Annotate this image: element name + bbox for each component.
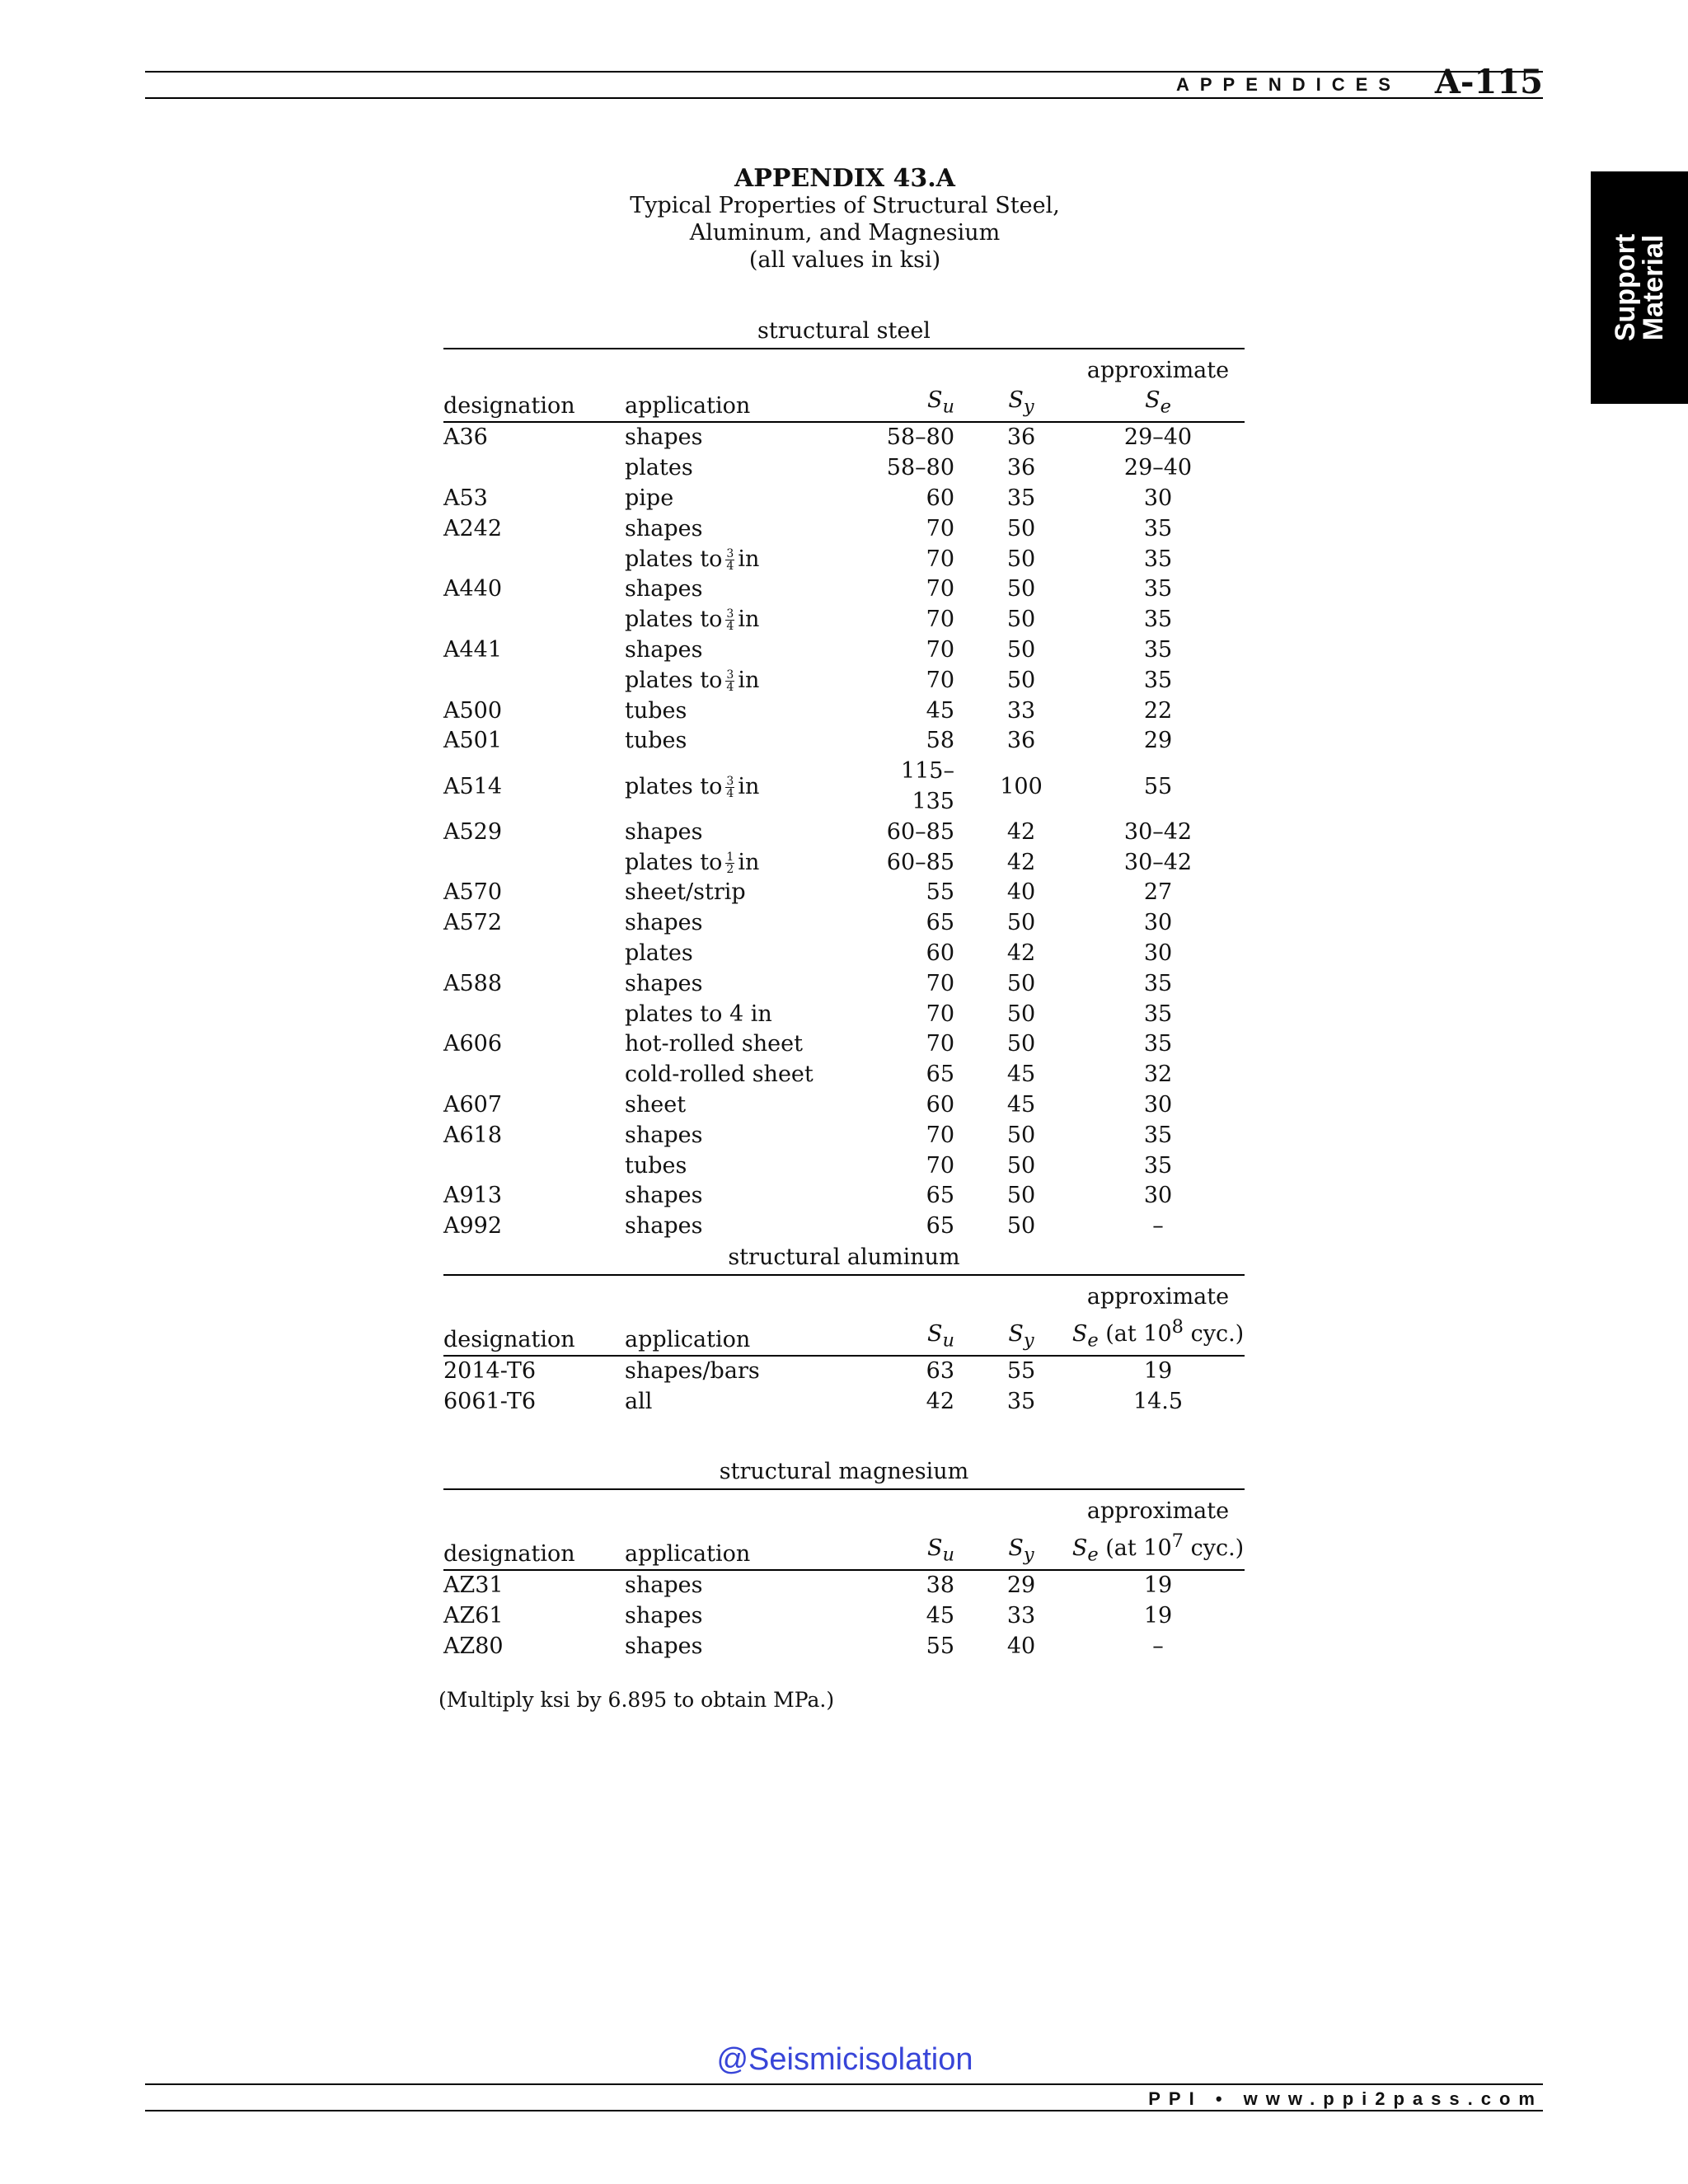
table-row [443,1601,1245,1632]
cell-se: 19 [1071,1356,1245,1387]
table-row [443,1181,1245,1212]
cell-application: hot-rolled sheet [625,1031,803,1057]
cell-application: shapes [625,1213,703,1240]
cell-se: – [1152,1633,1164,1659]
cell-application: pipe [625,485,674,511]
table-row [443,453,1245,484]
cell-su: 70 [926,970,954,996]
cell-designation: A441 [443,636,503,663]
cell-designation: A36 [443,422,625,453]
col-sy: $S_y$ [1008,1535,1034,1566]
table-row [443,422,1245,453]
aluminum-table-body [443,1356,1245,1418]
cell-sy: 33 [1006,697,1036,724]
conversion-note: (Multiply ksi by 6.895 to obtain MPa.) [438,1688,835,1712]
cell-sy: 45 [1006,1062,1036,1088]
table-row [443,1029,1245,1060]
cell-su: 38 [872,1570,971,1601]
cell-application: shapes [625,1603,703,1629]
cell-sy: 100 [1000,773,1043,799]
cell-designation [443,1151,625,1182]
cell-application [625,666,872,696]
cell-se: 35 [1143,1031,1173,1057]
cell-application: all [625,1389,653,1415]
cell-se: 19 [1143,1603,1173,1629]
cell-designation [443,666,625,696]
cell-su: 70 [926,1152,954,1179]
cell-designation: A618 [443,1122,503,1148]
cell-sy: 36 [1006,455,1036,481]
cell-designation: A588 [443,970,503,996]
cell-sy: 35 [1006,485,1036,511]
cell-application: shapes [625,576,703,602]
table-row [443,696,1245,727]
table-row [443,514,1245,545]
footer-bottom-rule [145,2110,1543,2111]
cell-su: 70 [926,636,954,663]
cell-application: shapes [625,636,703,663]
cell-se: 35 [1143,970,1173,996]
fraction: $\frac{3}{4}$ [726,668,734,694]
cell-designation: A440 [443,576,503,602]
cell-su: 65 [926,910,954,936]
application-text: plates to [625,607,723,633]
cell-se: 27 [1143,879,1173,906]
table-row [443,1212,1245,1242]
header-bottom-rule [145,97,1543,99]
cell-se: 29–40 [1071,422,1245,453]
cell-sy: 50 [1006,1122,1036,1148]
title-line-2: Aluminum, and Magnesium [689,220,1001,246]
cell-designation [443,1060,625,1090]
cell-se: 30–42 [1123,818,1193,845]
cell-designation [443,453,625,484]
title-line-1: Typical Properties of Structural Steel, [630,193,1060,218]
footer-top-rule [145,2083,1543,2085]
cell-sy: 50 [1006,1213,1036,1240]
cell-designation: A501 [443,728,503,754]
cell-su: 60–85 [886,818,954,845]
table-row [443,605,1245,635]
cell-su: 55 [926,879,954,906]
steel-caption: structural steel [757,318,931,344]
col-su: $S_u$ [927,387,954,418]
cell-designation [443,1000,625,1030]
col-se: approximate $S_e$ (at $10^7$ cyc.) [1071,1498,1245,1566]
cell-sy: 50 [1006,970,1036,996]
aluminum-caption: structural aluminum [728,1244,960,1270]
cell-sy: 55 [971,1356,1071,1387]
unit-text: in [738,546,760,572]
application-text: plates to [625,849,723,875]
appendix-title-block [429,165,1261,274]
table-row [443,818,1245,848]
table-row [443,666,1245,696]
unit-text: in [738,773,760,799]
cell-sy: 40 [1006,1633,1036,1659]
cell-sy: 29 [971,1570,1071,1601]
cell-se: 35 [1143,1122,1173,1148]
cell-su: 55 [926,1633,954,1659]
table-row [443,1570,1245,1601]
footer-website: PPI • www.ppi2pass.com [1148,2088,1543,2109]
col-application: application [625,393,751,419]
cell-se: 35 [1143,607,1173,633]
cell-su: 65 [926,1183,954,1209]
cell-su: 115–135 [900,758,954,814]
table-row [443,1356,1245,1387]
cell-se: 35 [1143,1001,1173,1027]
cell-application [625,605,872,635]
cell-su: 70 [926,667,954,693]
cell-designation: A992 [443,1213,503,1240]
cell-su: 58–80 [872,422,971,453]
cell-sy: 50 [1006,1183,1036,1209]
cell-sy: 50 [1006,910,1036,936]
cell-su: 58–80 [886,455,954,481]
cell-designation: A913 [443,1183,503,1209]
cell-designation [443,605,625,635]
cell-designation: A514 [443,773,503,799]
cell-se: 30 [1143,910,1173,936]
steel-table-body [443,422,1245,1242]
col-designation: designation [443,1541,575,1568]
cell-application: shapes [625,910,703,936]
steel-table-section [443,315,1245,1242]
cell-sy: 50 [1006,1152,1036,1179]
cell-application [625,757,872,818]
cell-designation: A572 [443,910,503,936]
cell-designation: 2014-T6 [443,1356,625,1387]
cell-application: shapes [625,970,703,996]
cell-su: 65 [926,1213,954,1240]
cell-su: 70 [926,576,954,602]
cell-application: shapes [625,818,703,845]
cell-application: shapes [625,1570,872,1601]
cell-se: 35 [1143,667,1173,693]
cell-sy: 40 [1006,879,1036,906]
table-row [443,545,1245,575]
cell-se: 35 [1143,576,1173,602]
fraction: $\frac{3}{4}$ [726,607,734,634]
cell-su: 65 [926,1062,954,1088]
cell-se: 29–40 [1123,455,1193,481]
side-tab-label [1611,234,1667,341]
table-row [443,969,1245,1000]
table-row [443,1060,1245,1090]
cell-sy: 50 [1006,576,1036,602]
col-se: approximate $S_e$ (at $10^8$ cyc.) [1071,1284,1245,1352]
application-text: plates to [625,773,723,799]
cell-designation [443,939,625,969]
table-row [443,908,1245,939]
cell-application: shapes [625,515,703,541]
cell-se: 14.5 [1132,1389,1184,1415]
cell-designation: AZ31 [443,1570,625,1601]
cell-se: – [1152,1213,1164,1240]
cell-su: 45 [926,1603,954,1629]
magnesium-table-header [443,1490,1245,1570]
application-text: plates to [625,546,723,572]
cell-sy: 36 [971,422,1071,453]
cell-se: 55 [1143,773,1173,799]
cell-application: sheet [625,1091,687,1118]
aluminum-table-header [443,1276,1245,1356]
cell-su: 70 [926,515,954,541]
cell-application [625,848,872,879]
unit-text: in [738,607,760,633]
cell-se: 35 [1143,636,1173,663]
application-text: plates to [625,667,723,693]
table-row [443,939,1245,969]
steel-table-header [443,349,1245,422]
cell-application: tubes [625,728,687,754]
cell-application: shapes [625,422,872,453]
magnesium-table [443,1490,1245,1662]
aluminum-table-section [443,1241,1245,1418]
table-row [443,1387,1245,1418]
cell-application: plates to 4 in [625,1001,772,1027]
cell-se: 35 [1143,515,1173,541]
col-designation: designation [443,1327,575,1353]
col-se: approximate $S_e$ [1086,358,1230,418]
cell-application: tubes [625,1152,687,1179]
cell-sy: 42 [1006,818,1036,845]
cell-sy: 50 [1006,515,1036,541]
table-row [443,484,1245,514]
aluminum-table [443,1276,1245,1418]
cell-sy: 36 [1006,728,1036,754]
unit-text: in [738,849,760,875]
cell-designation: A606 [443,1031,503,1057]
cell-su: 60 [926,940,954,966]
cell-designation: AZ61 [443,1603,504,1629]
fraction: $\frac{1}{2}$ [726,850,734,876]
cell-sy: 42 [1006,849,1036,875]
cell-sy: 50 [1006,636,1036,663]
cell-application: tubes [625,697,687,724]
cell-su: 60 [926,485,954,511]
magnesium-table-body [443,1570,1245,1661]
cell-sy: 50 [1006,607,1036,633]
table-row [443,1151,1245,1182]
cell-designation: 6061-T6 [443,1389,537,1415]
cell-designation: AZ80 [443,1633,504,1659]
cell-su: 63 [872,1356,971,1387]
cell-designation: A529 [443,818,503,845]
col-su: $S_u$ [927,1535,954,1566]
cell-su: 60–85 [886,849,954,875]
cell-designation: A570 [443,879,503,906]
fraction: $\frac{3}{4}$ [726,774,734,800]
cell-su: 70 [926,607,954,633]
cell-se: 35 [1143,546,1173,572]
col-su: $S_u$ [927,1321,954,1352]
cell-application: cold-rolled sheet [625,1062,814,1088]
table-row [443,574,1245,605]
cell-se: 29 [1143,728,1173,754]
steel-table [443,349,1245,1242]
page-number: A-115 [1434,63,1543,101]
cell-application: plates [625,455,693,481]
table-row [443,757,1245,818]
appendix-number: APPENDIX 43.A [734,164,955,193]
cell-su: 70 [926,546,954,572]
table-row [443,1090,1245,1121]
cell-su: 60 [926,1091,954,1118]
cell-application: shapes [625,1122,703,1148]
col-application: application [625,1327,751,1353]
cell-se: 30 [1143,940,1173,966]
cell-se: 19 [1071,1570,1245,1601]
unit-text: in [738,667,760,693]
table-row [443,1632,1245,1662]
cell-designation [443,545,625,575]
cell-su: 70 [926,1001,954,1027]
cell-se: 22 [1143,697,1173,724]
cell-se: 35 [1143,1152,1173,1179]
cell-su: 45 [926,697,954,724]
cell-sy: 50 [1006,546,1036,572]
col-sy: $S_y$ [1008,1321,1034,1352]
title-line-3: (all values in ksi) [748,247,941,273]
cell-sy: 50 [1006,667,1036,693]
header-section-label: APPENDICES [1175,74,1401,95]
cell-sy: 42 [1006,940,1036,966]
table-row [443,878,1245,908]
cell-designation: A242 [443,515,503,541]
cell-se: 30 [1143,1091,1173,1118]
cell-application: shapes/bars [625,1356,872,1387]
cell-se: 30–42 [1123,849,1193,875]
cell-se: 30 [1143,485,1173,511]
cell-application [625,545,872,575]
table-row [443,1000,1245,1030]
magnesium-caption: structural magnesium [719,1459,969,1484]
side-tab [1591,171,1688,404]
cell-su: 70 [926,1031,954,1057]
cell-application: plates [625,940,693,966]
cell-application: shapes [625,1183,703,1209]
cell-designation: A53 [443,485,488,511]
fraction: $\frac{3}{4}$ [726,546,734,573]
col-designation: designation [443,393,575,419]
cell-sy: 50 [1006,1031,1036,1057]
cell-designation [443,848,625,879]
cell-sy: 45 [1006,1091,1036,1118]
watermark-text: @Seismicisolation [716,2042,973,2077]
cell-se: 32 [1143,1062,1173,1088]
header-top-rule [145,71,1543,73]
cell-application: shapes [625,1633,703,1659]
table-row [443,1121,1245,1151]
cell-sy: 50 [1006,1001,1036,1027]
cell-se: 30 [1143,1183,1173,1209]
cell-sy: 33 [1006,1603,1036,1629]
col-application: application [625,1541,751,1568]
cell-application: sheet/strip [625,879,746,906]
table-row [443,848,1245,879]
magnesium-table-section [443,1455,1245,1662]
cell-su: 42 [926,1389,954,1415]
cell-su: 70 [926,1122,954,1148]
cell-sy: 35 [1006,1389,1036,1415]
side-tab-line2: Material [1638,234,1669,341]
cell-su: 58 [926,728,954,754]
table-row [443,635,1245,666]
cell-designation: A607 [443,1091,503,1118]
cell-designation: A500 [443,697,503,724]
table-row [443,726,1245,757]
side-tab-line1: Support [1610,233,1641,342]
col-sy: $S_y$ [1008,387,1034,418]
